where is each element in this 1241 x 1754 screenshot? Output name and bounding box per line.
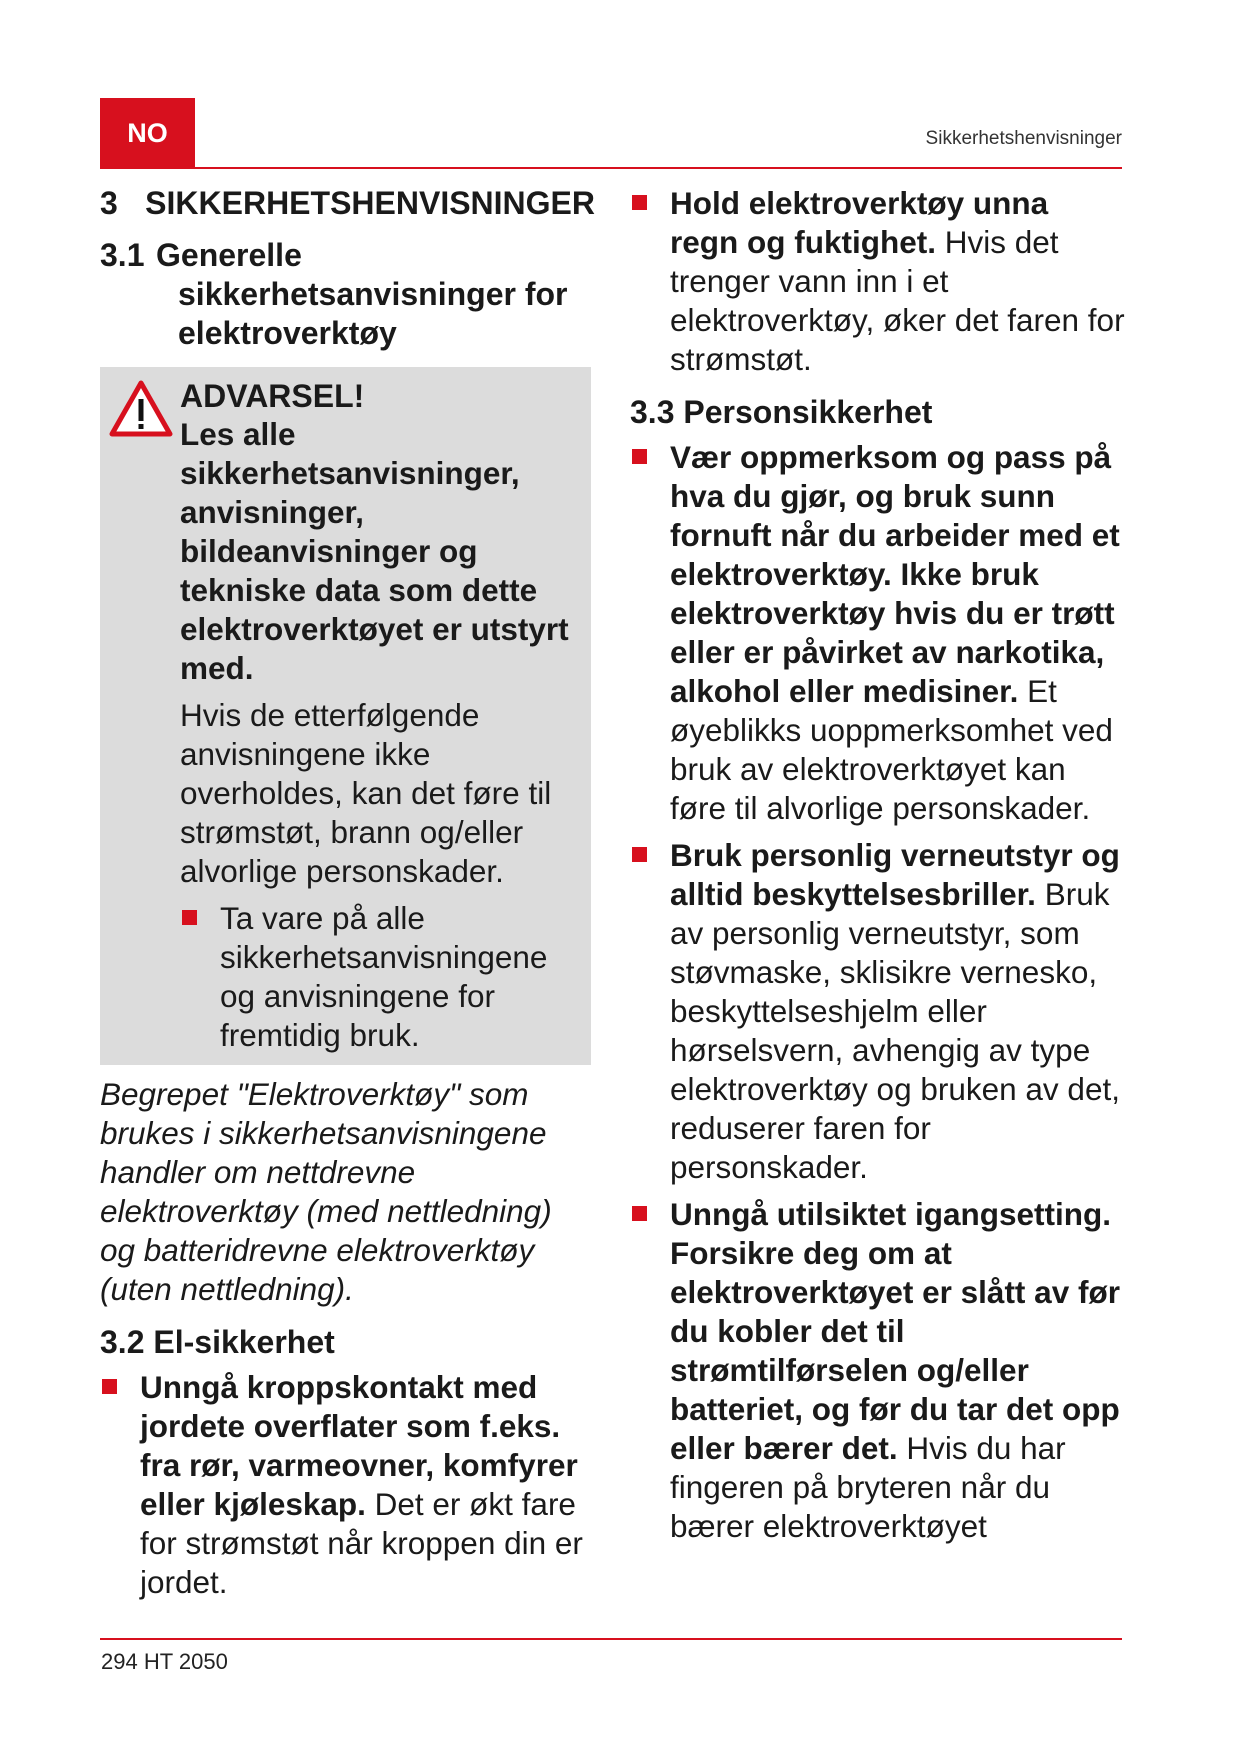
- section-title-line: sikkerhetsanvisninger for: [178, 276, 568, 312]
- section-3-1-heading: [100, 236, 595, 353]
- bullet-bold-text: Unngå kroppskontakt med jordete overflater som f.eks. fra rør, varmeovner, komfyrer eller kjøleskap.: [140, 1369, 578, 1522]
- bullet-square-icon: [632, 195, 647, 210]
- header-rule: [100, 167, 1122, 169]
- header-title: Sikkerhetshenvisninger: [925, 128, 1122, 149]
- bullet-bold-text: Bruk personlig verneutstyr og alltid beskyttelsesbriller.: [670, 837, 1120, 912]
- section-3-heading: [100, 184, 595, 222]
- warning-title: ADVARSEL!: [180, 378, 365, 414]
- bullet-text: Et øyeblikks uoppmerksomhet ved bruk av elektroverktøyet kan føre til alvorlige personskader.: [670, 673, 1113, 826]
- warning-box: [100, 367, 591, 1065]
- section-number: 3.2: [100, 1324, 145, 1360]
- bullet-square-icon: [632, 847, 647, 862]
- definition-note: Begrepet "Elektroverktøy" som brukes i sikkerhetsanvisningene handler om nettdrevne elektroverktøy (med nettledning) og batteridrevne elektroverktøy (uten nettledning).: [100, 1076, 552, 1307]
- footer-rule: [100, 1638, 1122, 1640]
- warning-text: Hvis de etterfølgende anvisningene ikke overholdes, kan det føre til strømstøt, brann og/eller alvorlige personskader.: [180, 697, 552, 889]
- warning-triangle-icon: [108, 379, 174, 439]
- el-safety-list-continued: [630, 184, 1125, 379]
- bullet-text: Ta vare på alle sikkerhetsanvisningene og anvisningene for fremtidig bruk.: [220, 900, 548, 1053]
- list-item: [180, 899, 581, 1055]
- warning-bold-text: Les alle sikkerhetsanvisninger, anvisninger, bildeanvisninger og tekniske data som dette elektroverktøyet er utstyrt med.: [180, 416, 569, 686]
- bullet-square-icon: [182, 910, 197, 925]
- personal-safety-list: [630, 438, 1125, 1546]
- right-column: [630, 184, 1125, 1554]
- section-title: Personsikkerhet: [683, 394, 933, 430]
- section-number: 3: [100, 185, 118, 221]
- section-title-line: Generelle: [156, 237, 302, 273]
- section-title-line: elektroverktøy: [178, 315, 397, 351]
- bullet-bold-text: Vær oppmerksom og pass på hva du gjør, og bruk sunn fornuft når du arbeider med et elektroverktøy. Ikke bruk elektroverktøy hvis du er trøtt eller er påvirket av narkotika, alkohol eller medisiner.: [670, 439, 1120, 709]
- bullet-bold-text: Hold elektroverktøy unna regn og fuktighet.: [670, 185, 1049, 260]
- warning-bullet-list: [180, 899, 581, 1055]
- language-badge: NO: [100, 98, 195, 168]
- left-column: [100, 184, 595, 1602]
- bullet-text: Bruk av personlig verneutstyr, som støvmaske, sklisikre vernesko, beskyttelseshjelm eller hørselsvern, avhengig av type elektroverktøy og bruken av det, reduserer faren for personskader.: [670, 876, 1120, 1185]
- section-number: 3.1: [100, 237, 145, 273]
- bullet-square-icon: [632, 1206, 647, 1221]
- bullet-square-icon: [632, 449, 647, 464]
- list-item: [630, 836, 1125, 1187]
- list-item: [630, 438, 1125, 828]
- bullet-square-icon: [102, 1379, 117, 1394]
- bullet-text: Hvis du har fingeren på bryteren når du bærer elektroverktøyet: [670, 1430, 1066, 1544]
- warning-content: [180, 377, 581, 1055]
- section-3-2-heading: [100, 1323, 595, 1362]
- el-safety-list: [100, 1368, 595, 1602]
- page-footer: 294 HT 2050: [101, 1649, 228, 1674]
- bullet-text: Det er økt fare for strømstøt når kroppen din er jordet.: [140, 1486, 583, 1600]
- section-3-3-heading: [630, 393, 1125, 432]
- section-number: 3.3: [630, 394, 675, 430]
- list-item: [100, 1368, 595, 1602]
- bullet-text: Hvis det trenger vann inn i et elektroverktøy, øker det faren for strømstøt.: [670, 224, 1125, 377]
- list-item: [630, 1195, 1125, 1546]
- section-title: El-sikkerhet: [153, 1324, 335, 1360]
- section-title: SIKKERHETSHENVISNINGER: [145, 185, 595, 221]
- list-item: [630, 184, 1125, 379]
- bullet-bold-text: Unngå utilsiktet igangsetting. Forsikre deg om at elektroverktøyet er slått av før du kobler det til strømtilførselen og/eller batteriet, og før du tar det opp eller bærer det.: [670, 1196, 1120, 1466]
